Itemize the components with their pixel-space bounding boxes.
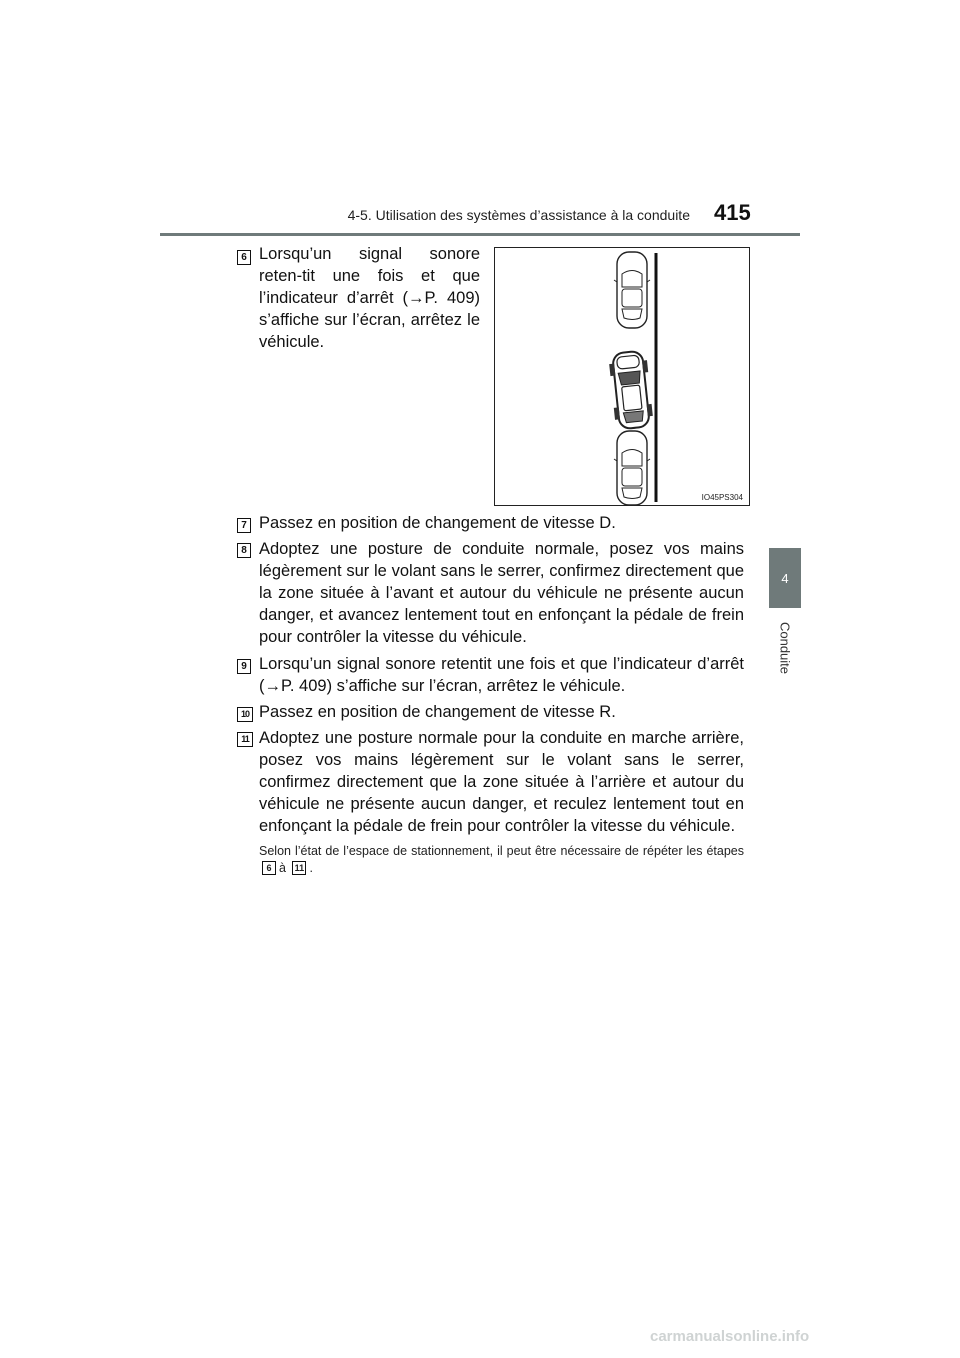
step-badge-9: 9 (237, 659, 251, 674)
step-text-10: Passez en position de changement de vitesse R. (259, 703, 616, 721)
step-badge-8: 8 (237, 543, 251, 558)
step-text-11: Adoptez une posture normale pour la conduite en marche arrière, posez vos mains légèrement sur le volant sans le serrer, confirmez directement que la zone située à l’arrière et autour du véhicule ne présente aucun danger, et reculez lentement tout en enfonçant la pédale de frein pour contrôler la vitesse du véhicule. (259, 729, 744, 835)
parking-illustration (494, 247, 750, 506)
step-badge-6: 6 (237, 250, 251, 265)
chapter-tab: 4 (769, 548, 801, 608)
parked-car-rear-icon (614, 431, 650, 505)
step-text-8: Adoptez une posture de conduite normale, posez vos mains légèrement sur le volant sans le serrer, confirmez directement que la zone située à l’avant et autour du véhicule ne présente aucun danger, et avancez lentement tout en enfonçant la pédale de frein pour contrôler la vitesse du véhicule. (259, 540, 744, 646)
step-text-9: Lorsqu’un signal sonore retentit une fois et que l’indicateur d’arrêt (→P. 409) s’affiche sur l’écran, arrêtez le véhicule. (259, 655, 744, 695)
parking-note (259, 843, 744, 877)
watermark: carmanualsonline.info (650, 1328, 810, 1345)
note-text: Selon l’état de l’espace de stationnement, il peut être nécessaire de répéter les étapes (259, 844, 744, 858)
step-text-6: Lorsqu’un signal sonore reten-tit une fois et que l’indicateur d’arrêt (→P. 409) s’affiche sur l’écran, arrêtez le véhicule. (259, 245, 480, 351)
step-badge-7: 7 (237, 518, 251, 533)
step-badge-10: 10 (237, 707, 253, 722)
note-step-badge-to: 11 (292, 861, 306, 875)
note-step-badge-from: 6 (262, 861, 276, 875)
figure-code: IO45PS304 (701, 493, 743, 502)
note-connector: à (279, 861, 286, 875)
section-title: 4-5. Utilisation des systèmes d’assistance à la conduite (347, 207, 690, 223)
maneuvering-car-icon (608, 350, 654, 430)
parking-cars-drawing (495, 248, 751, 507)
parked-car-front-icon (614, 252, 650, 328)
page-number: 415 (714, 200, 751, 225)
step-badge-11: 11 (237, 732, 253, 747)
chapter-label: Conduite (777, 621, 793, 675)
step-text-7: Passez en position de changement de vitesse D. (259, 514, 616, 532)
header-divider (160, 233, 800, 236)
note-end: . (309, 861, 313, 875)
